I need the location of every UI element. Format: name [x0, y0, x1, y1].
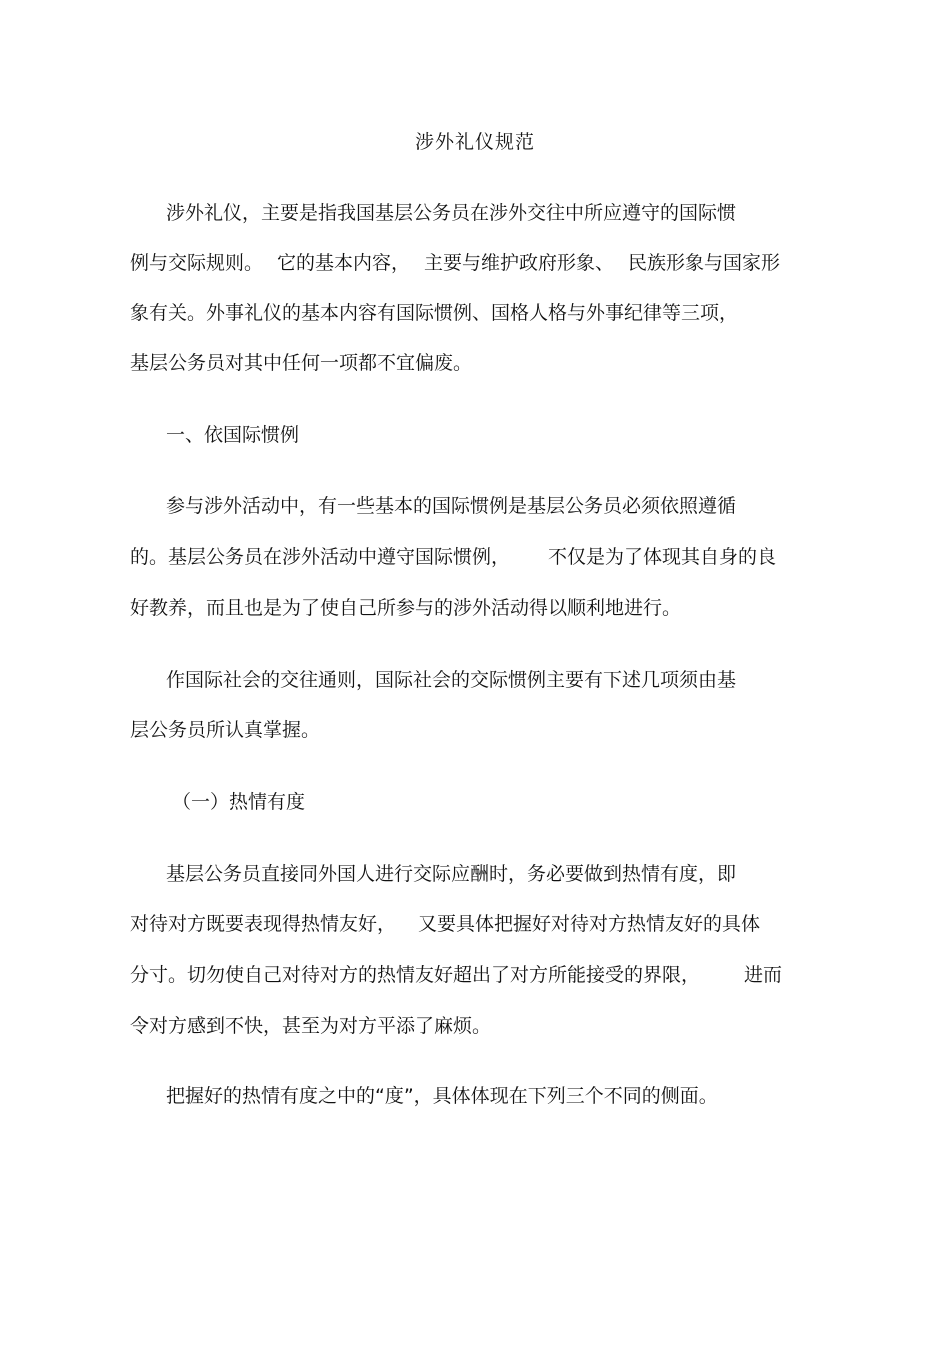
paragraph-4-line-3 [130, 959, 782, 991]
paragraph-4-line-3-part-a: 分寸。切勿使自己对待对方的热情友好超出了对方所能接受的界限， [130, 964, 701, 986]
paragraph-1-line-2-part-a: 例与交际规则。 [130, 252, 264, 274]
paragraph-4-line-3-part-b: 进而 [744, 964, 783, 986]
paragraph-3-line-2: 层公务员所认真掌握。 [130, 719, 321, 741]
paragraph-4-line-2-part-b: 又要具体把握好对待对方热情友好的具体 [418, 913, 761, 935]
paragraph-1-line-2-part-c: 主要与维护政府形象、 [424, 252, 615, 274]
paragraph-1-line-4: 基层公务员对其中任何一项都不宜偏废。 [130, 352, 473, 374]
page-title: 涉外礼仪规范 [414, 131, 535, 153]
paragraph-1-line-2-part-b: 它的基本内容， [277, 252, 411, 274]
section-heading-1: 一、依国际惯例 [166, 424, 300, 446]
paragraph-4-line-2 [130, 908, 760, 940]
paragraph-1-line-1: 涉外礼仪，主要是指我国基层公务员在涉外交往中所应遵守的国际惯 [166, 202, 737, 224]
paragraph-2-line-2-part-a: 的。基层公务员在涉外活动中遵守国际惯例， [130, 546, 511, 568]
paragraph-3-line-1: 作国际社会的交往通则，国际社会的交际惯例主要有下述几项须由基 [166, 669, 737, 691]
paragraph-2-line-1: 参与涉外活动中，有一些基本的国际惯例是基层公务员必须依照遵循 [166, 495, 737, 517]
paragraph-1-line-2-part-d: 民族形象与国家形 [628, 252, 781, 274]
paragraph-4-line-4: 令对方感到不快，甚至为对方平添了麻烦。 [130, 1015, 492, 1037]
paragraph-1-line-2 [130, 247, 780, 279]
paragraph-1-line-3: 象有关。外事礼仪的基本内容有国际惯例、国格人格与外事纪律等三项， [130, 302, 739, 324]
paragraph-2-line-2-part-b: 不仅是为了体现其自身的良 [548, 546, 777, 568]
paragraph-5-line-1: 把握好的热情有度之中的“度”，具体体现在下列三个不同的侧面。 [166, 1085, 718, 1107]
paragraph-2-line-2 [130, 541, 776, 573]
section-heading-2: （一）热情有度 [172, 791, 306, 813]
paragraph-2-line-3: 好教养，而且也是为了使自己所参与的涉外活动得以顺利地进行。 [130, 597, 682, 619]
paragraph-4-line-2-part-a: 对待对方既要表现得热情友好， [130, 913, 397, 935]
paragraph-4-line-1: 基层公务员直接同外国人进行交际应酬时，务必要做到热情有度，即 [166, 863, 737, 885]
